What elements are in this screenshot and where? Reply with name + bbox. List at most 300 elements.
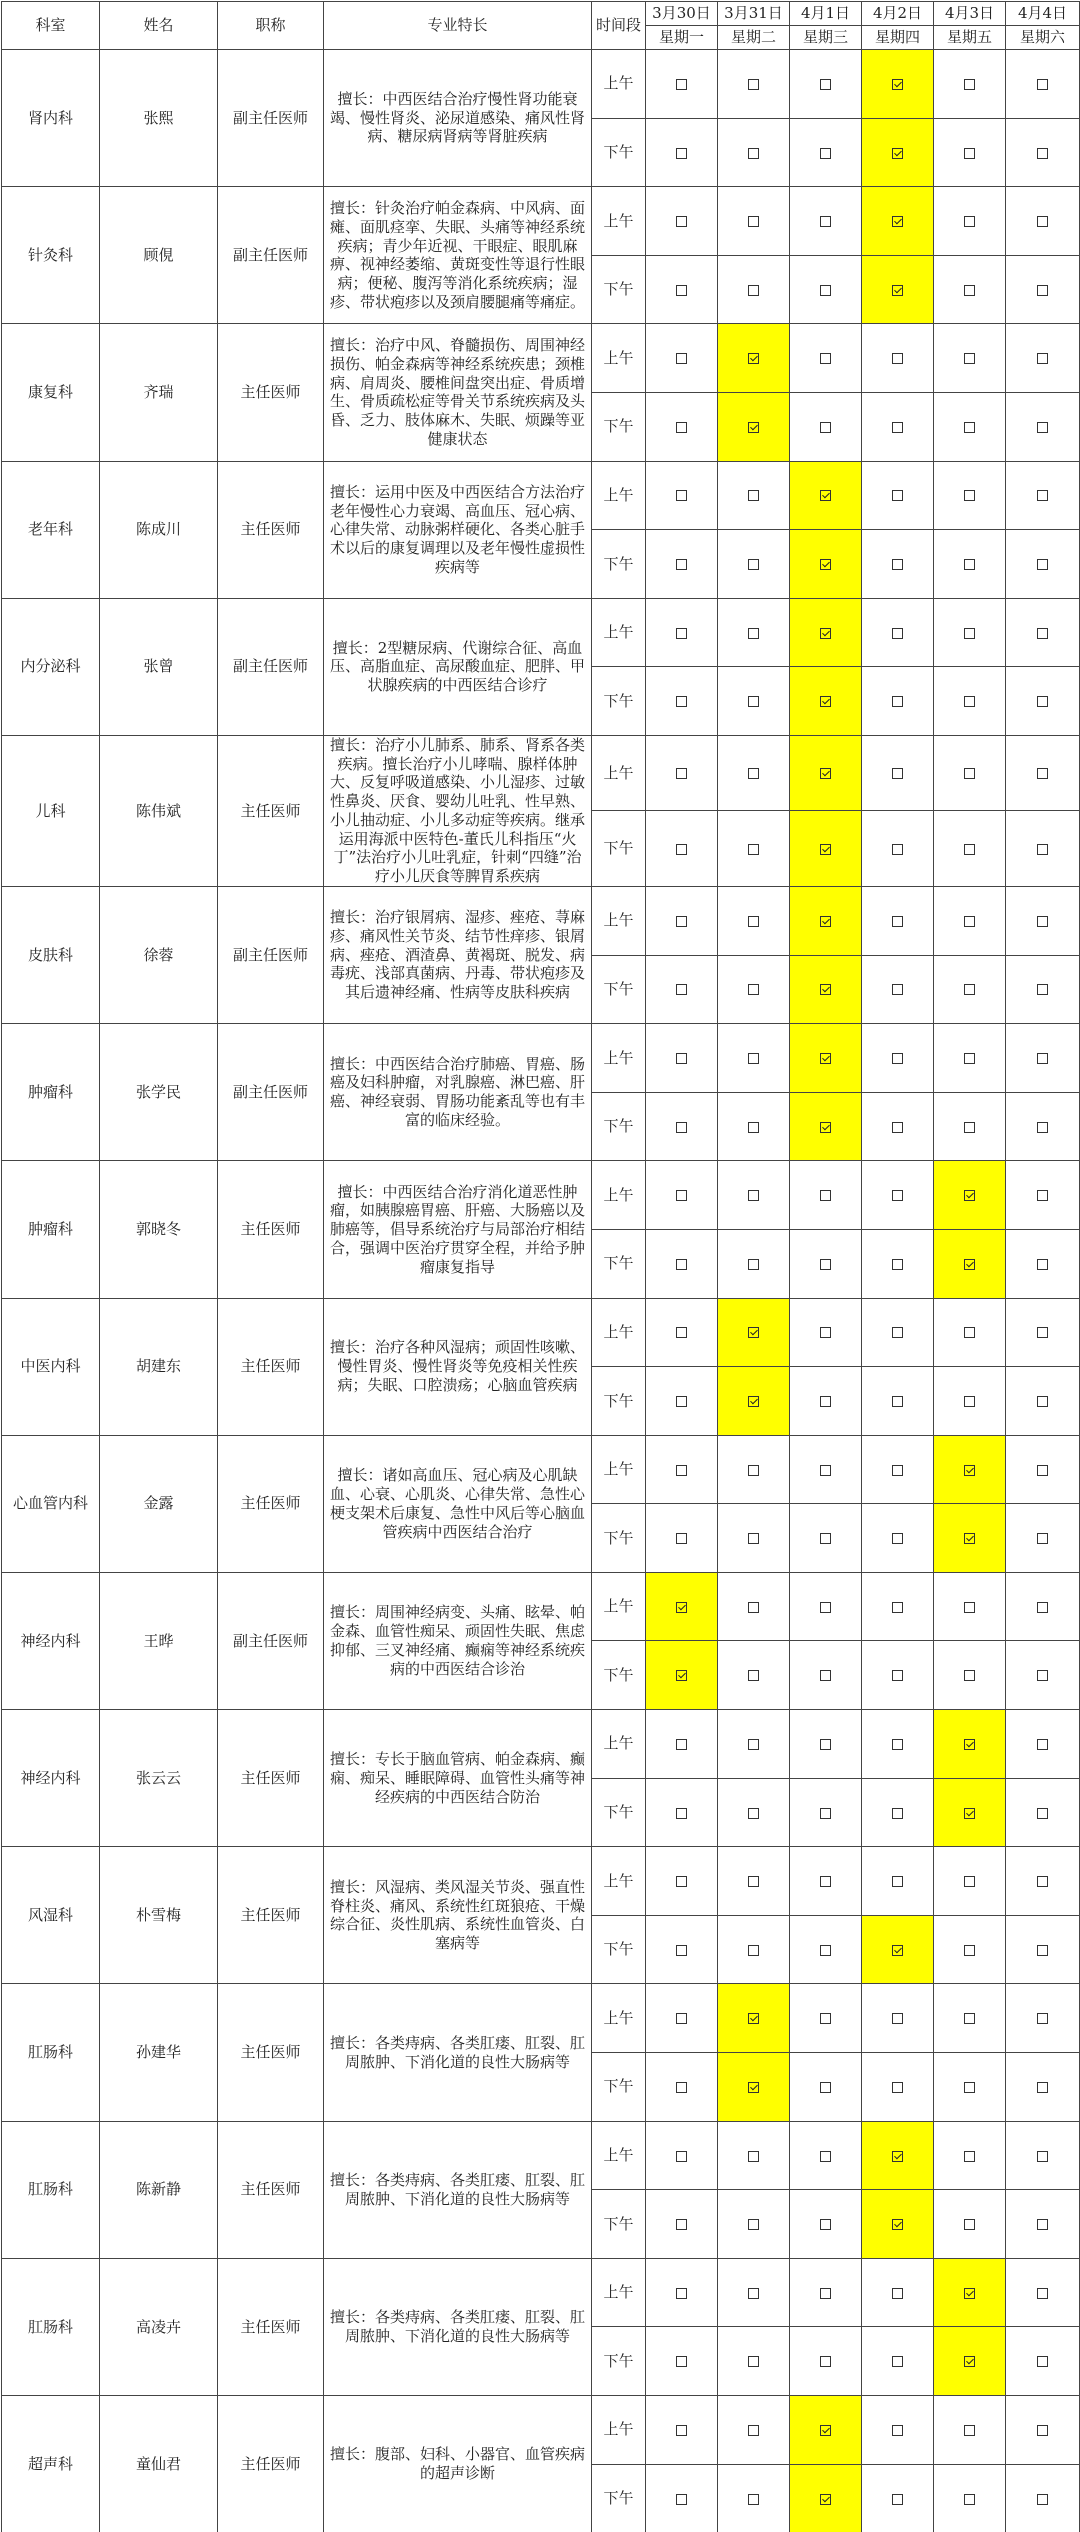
header-date: 4月4日 [1006, 2, 1080, 26]
title-cell: 副主任医师 [218, 50, 324, 187]
dept-cell: 肾内科 [2, 50, 100, 187]
header-dept: 科室 [2, 2, 100, 50]
name-cell: 王晔 [100, 1572, 218, 1709]
empty-checkbox-icon [748, 1670, 759, 1681]
empty-checkbox-icon [1037, 1670, 1048, 1681]
empty-checkbox-icon [1037, 422, 1048, 433]
schedule-cell [646, 2327, 718, 2396]
empty-checkbox-icon [892, 628, 903, 639]
checked-checkbox-icon [892, 79, 903, 90]
empty-checkbox-icon [1037, 1190, 1048, 1201]
dept-cell: 老年科 [2, 461, 100, 598]
schedule-cell [1006, 1229, 1080, 1298]
schedule-cell [934, 1641, 1006, 1710]
table-row [2, 1161, 1080, 1230]
schedule-cell [862, 811, 934, 887]
empty-checkbox-icon [964, 1670, 975, 1681]
empty-checkbox-icon [964, 2151, 975, 2162]
empty-checkbox-icon [1037, 2494, 1048, 2505]
specialty-cell: 擅长：风湿病、类风湿关节炎、强直性脊柱炎、痛风、系统性红斑狼疮、干燥综合征、炎性肌病、系统性血管炎、白塞病等 [324, 1847, 592, 1984]
schedule-cell [790, 118, 862, 187]
schedule-cell [718, 1229, 790, 1298]
checked-checkbox-icon [892, 216, 903, 227]
empty-checkbox-icon [964, 1122, 975, 1133]
schedule-cell [862, 2327, 934, 2396]
schedule-cell [718, 1641, 790, 1710]
schedule-cell [1006, 392, 1080, 461]
schedule-cell [790, 1229, 862, 1298]
specialty-cell: 擅长：各类痔病、各类肛瘘、肛裂、肛周脓肿、下消化道的良性大肠病等 [324, 2258, 592, 2395]
schedule-cell [1006, 255, 1080, 324]
period-label: 上午 [592, 1710, 646, 1779]
empty-checkbox-icon [676, 2013, 687, 2024]
empty-checkbox-icon [1037, 79, 1048, 90]
schedule-cell [862, 1572, 934, 1641]
schedule-cell-on-duty [862, 50, 934, 119]
schedule-cell [718, 1710, 790, 1779]
schedule-cell-on-duty [934, 1778, 1006, 1847]
schedule-cell-on-duty [790, 2396, 862, 2465]
empty-checkbox-icon [748, 1122, 759, 1133]
checked-checkbox-icon [748, 2013, 759, 2024]
empty-checkbox-icon [748, 285, 759, 296]
empty-checkbox-icon [748, 1259, 759, 1270]
schedule-cell [1006, 1847, 1080, 1916]
name-cell: 张云云 [100, 1710, 218, 1847]
schedule-cell [934, 187, 1006, 256]
schedule-cell [790, 1367, 862, 1436]
schedule-cell [1006, 324, 1080, 393]
schedule-cell [646, 1504, 718, 1573]
empty-checkbox-icon [964, 285, 975, 296]
empty-checkbox-icon [892, 1122, 903, 1133]
empty-checkbox-icon [820, 1259, 831, 1270]
title-cell: 主任医师 [218, 2396, 324, 2532]
schedule-cell [646, 324, 718, 393]
schedule-cell-on-duty [790, 955, 862, 1024]
schedule-cell-on-duty [790, 811, 862, 887]
checked-checkbox-icon [964, 1465, 975, 1476]
empty-checkbox-icon [820, 216, 831, 227]
schedule-cell [790, 1572, 862, 1641]
checked-checkbox-icon [676, 1602, 687, 1613]
schedule-cell [790, 1710, 862, 1779]
schedule-cell [646, 1367, 718, 1436]
schedule-cell-on-duty [718, 2053, 790, 2122]
name-cell: 张学民 [100, 1024, 218, 1161]
schedule-cell [718, 2258, 790, 2327]
empty-checkbox-icon [748, 216, 759, 227]
schedule-cell [718, 2190, 790, 2259]
empty-checkbox-icon [676, 2288, 687, 2299]
schedule-cell [862, 530, 934, 599]
schedule-cell-on-duty [934, 2327, 1006, 2396]
schedule-cell [1006, 1572, 1080, 1641]
empty-checkbox-icon [1037, 768, 1048, 779]
schedule-cell [934, 324, 1006, 393]
schedule-cell [718, 2327, 790, 2396]
empty-checkbox-icon [676, 844, 687, 855]
schedule-cell-on-duty [862, 187, 934, 256]
empty-checkbox-icon [964, 1945, 975, 1956]
empty-checkbox-icon [892, 2082, 903, 2093]
empty-checkbox-icon [892, 1533, 903, 1544]
empty-checkbox-icon [1037, 216, 1048, 227]
checked-checkbox-icon [820, 628, 831, 639]
schedule-cell [1006, 1024, 1080, 1093]
empty-checkbox-icon [892, 1876, 903, 1887]
period-label: 下午 [592, 811, 646, 887]
schedule-cell [790, 2190, 862, 2259]
empty-checkbox-icon [1037, 1122, 1048, 1133]
title-cell: 主任医师 [218, 1984, 324, 2121]
schedule-cell [718, 118, 790, 187]
specialty-cell: 擅长：各类痔病、各类肛瘘、肛裂、肛周脓肿、下消化道的良性大肠病等 [324, 2121, 592, 2258]
dept-cell: 神经内科 [2, 1572, 100, 1709]
empty-checkbox-icon [748, 490, 759, 501]
empty-checkbox-icon [892, 2356, 903, 2367]
period-label: 上午 [592, 1847, 646, 1916]
empty-checkbox-icon [748, 696, 759, 707]
empty-checkbox-icon [676, 628, 687, 639]
empty-checkbox-icon [964, 490, 975, 501]
empty-checkbox-icon [1037, 1602, 1048, 1613]
schedule-cell [646, 1710, 718, 1779]
schedule-cell-on-duty [646, 1641, 718, 1710]
schedule-cell [862, 1367, 934, 1436]
schedule-cell-on-duty [862, 118, 934, 187]
empty-checkbox-icon [1037, 1808, 1048, 1819]
empty-checkbox-icon [892, 1190, 903, 1201]
period-label: 上午 [592, 1161, 646, 1230]
table-row [2, 50, 1080, 119]
empty-checkbox-icon [820, 2082, 831, 2093]
title-cell: 主任医师 [218, 1435, 324, 1572]
period-label: 下午 [592, 2053, 646, 2122]
empty-checkbox-icon [892, 844, 903, 855]
empty-checkbox-icon [892, 2013, 903, 2024]
dept-cell: 儿科 [2, 735, 100, 886]
schedule-cell [790, 2327, 862, 2396]
empty-checkbox-icon [964, 628, 975, 639]
schedule-cell [934, 2121, 1006, 2190]
schedule-cell [790, 1641, 862, 1710]
schedule-cell [646, 1847, 718, 1916]
schedule-cell [718, 735, 790, 811]
table-row [2, 1298, 1080, 1367]
name-cell: 高凌卉 [100, 2258, 218, 2395]
name-cell: 童仙君 [100, 2396, 218, 2532]
schedule-cell [646, 735, 718, 811]
schedule-cell [646, 886, 718, 955]
checked-checkbox-icon [964, 2356, 975, 2367]
empty-checkbox-icon [964, 844, 975, 855]
title-cell: 副主任医师 [218, 1572, 324, 1709]
specialty-cell: 擅长：治疗银屑病、湿疹、痤疮、荨麻疹、痛风性关节炎、结节性痒疹、银屑病、痤疮、酒渣鼻、黄褐斑、脱发、病毒疣、浅部真菌病、丹毒、带状疱疹及其后遗神经痛、性病等皮肤科疾病 [324, 886, 592, 1023]
empty-checkbox-icon [748, 1465, 759, 1476]
schedule-cell [934, 530, 1006, 599]
specialty-cell: 擅长：运用中医及中西医结合方法治疗老年慢性心力衰竭、高血压、冠心病、心律失常、动脉粥样硬化、各类心脏手术以后的康复调理以及老年慢性虚损性疾病等 [324, 461, 592, 598]
period-label: 下午 [592, 255, 646, 324]
empty-checkbox-icon [820, 353, 831, 364]
empty-checkbox-icon [820, 1190, 831, 1201]
schedule-cell [646, 50, 718, 119]
period-label: 下午 [592, 1367, 646, 1436]
empty-checkbox-icon [820, 1327, 831, 1338]
title-cell: 主任医师 [218, 1298, 324, 1435]
schedule-cell [934, 811, 1006, 887]
dept-cell: 肿瘤科 [2, 1161, 100, 1298]
schedule-cell [862, 2464, 934, 2532]
specialty-cell: 擅长：专长于脑血管病、帕金森病、癫痫、痴呆、睡眠障碍、血管性头痛等神经疾病的中西医结合防治 [324, 1710, 592, 1847]
header-weekday: 星期五 [934, 26, 1006, 50]
name-cell: 金露 [100, 1435, 218, 1572]
schedule-cell-on-duty [862, 255, 934, 324]
schedule-cell [646, 2464, 718, 2532]
schedule-cell [1006, 2190, 1080, 2259]
empty-checkbox-icon [820, 1876, 831, 1887]
empty-checkbox-icon [820, 1465, 831, 1476]
schedule-cell-on-duty [718, 392, 790, 461]
empty-checkbox-icon [964, 1876, 975, 1887]
specialty-cell: 擅长：中西医结合治疗慢性肾功能衰竭、慢性肾炎、泌尿道感染、痛风性肾病、糖尿病肾病等肾脏疾病 [324, 50, 592, 187]
header-title: 职称 [218, 2, 324, 50]
schedule-cell [718, 1778, 790, 1847]
empty-checkbox-icon [820, 148, 831, 159]
period-label: 上午 [592, 461, 646, 530]
schedule-cell [862, 2396, 934, 2465]
checked-checkbox-icon [964, 1533, 975, 1544]
schedule-cell-on-duty [934, 1435, 1006, 1504]
schedule-cell [718, 187, 790, 256]
header-specialty: 专业特长 [324, 2, 592, 50]
schedule-cell [1006, 1298, 1080, 1367]
header-weekday: 星期二 [718, 26, 790, 50]
schedule-cell [718, 2396, 790, 2465]
specialty-cell: 擅长：周围神经病变、头痛、眩晕、帕金森、血管性痴呆、顽固性失眠、焦虑抑郁、三叉神经痛、癫痫等神经系统疾病的中西医结合诊治 [324, 1572, 592, 1709]
schedule-cell [718, 886, 790, 955]
schedule-cell [718, 50, 790, 119]
table-row [2, 886, 1080, 955]
schedule-cell [1006, 530, 1080, 599]
empty-checkbox-icon [676, 1808, 687, 1819]
schedule-cell [862, 1641, 934, 1710]
schedule-cell [646, 598, 718, 667]
empty-checkbox-icon [676, 1945, 687, 1956]
table-row [2, 2258, 1080, 2327]
schedule-cell [646, 2396, 718, 2465]
schedule-cell [718, 2121, 790, 2190]
checked-checkbox-icon [892, 1945, 903, 1956]
schedule-cell [862, 461, 934, 530]
table-row [2, 2121, 1080, 2190]
empty-checkbox-icon [820, 422, 831, 433]
schedule-cell [718, 1915, 790, 1984]
empty-checkbox-icon [676, 1327, 687, 1338]
empty-checkbox-icon [820, 1670, 831, 1681]
title-cell: 主任医师 [218, 1847, 324, 1984]
period-label: 下午 [592, 2464, 646, 2532]
checked-checkbox-icon [964, 1808, 975, 1819]
empty-checkbox-icon [892, 1327, 903, 1338]
schedule-cell [1006, 886, 1080, 955]
schedule-cell [646, 955, 718, 1024]
schedule-cell [1006, 1367, 1080, 1436]
empty-checkbox-icon [964, 2219, 975, 2230]
schedule-cell [934, 1915, 1006, 1984]
empty-checkbox-icon [964, 2082, 975, 2093]
empty-checkbox-icon [964, 79, 975, 90]
title-cell: 主任医师 [218, 2121, 324, 2258]
empty-checkbox-icon [820, 2013, 831, 2024]
schedule-cell [934, 1298, 1006, 1367]
empty-checkbox-icon [1037, 1945, 1048, 1956]
doctor-schedule-table [1, 1, 1080, 2532]
empty-checkbox-icon [1037, 1327, 1048, 1338]
empty-checkbox-icon [676, 2425, 687, 2436]
period-label: 上午 [592, 187, 646, 256]
schedule-cell [790, 2258, 862, 2327]
title-cell: 副主任医师 [218, 1024, 324, 1161]
empty-checkbox-icon [892, 1670, 903, 1681]
period-label: 上午 [592, 886, 646, 955]
schedule-cell [790, 2121, 862, 2190]
period-label: 下午 [592, 530, 646, 599]
schedule-cell-on-duty [718, 1298, 790, 1367]
empty-checkbox-icon [676, 1739, 687, 1750]
schedule-cell [1006, 1092, 1080, 1161]
schedule-cell [646, 1229, 718, 1298]
empty-checkbox-icon [964, 216, 975, 227]
title-cell: 主任医师 [218, 461, 324, 598]
schedule-cell [862, 886, 934, 955]
schedule-cell-on-duty [790, 667, 862, 736]
empty-checkbox-icon [820, 1808, 831, 1819]
schedule-cell [862, 1710, 934, 1779]
schedule-cell [1006, 1435, 1080, 1504]
empty-checkbox-icon [964, 916, 975, 927]
empty-checkbox-icon [748, 1190, 759, 1201]
empty-checkbox-icon [820, 2151, 831, 2162]
empty-checkbox-icon [964, 148, 975, 159]
checked-checkbox-icon [820, 2494, 831, 2505]
empty-checkbox-icon [892, 768, 903, 779]
title-cell: 主任医师 [218, 1710, 324, 1847]
checked-checkbox-icon [820, 2425, 831, 2436]
dept-cell: 肛肠科 [2, 2121, 100, 2258]
checked-checkbox-icon [820, 844, 831, 855]
name-cell: 陈伟斌 [100, 735, 218, 886]
schedule-cell [934, 2190, 1006, 2259]
specialty-cell: 擅长：中西医结合治疗肺癌、胃癌、肠癌及妇科肿瘤，对乳腺癌、淋巴癌、肝癌、神经衰弱、胃肠功能紊乱等也有丰富的临床经验。 [324, 1024, 592, 1161]
empty-checkbox-icon [820, 79, 831, 90]
schedule-cell-on-duty [934, 1161, 1006, 1230]
schedule-cell [646, 1161, 718, 1230]
checked-checkbox-icon [820, 1122, 831, 1133]
empty-checkbox-icon [892, 1602, 903, 1613]
dept-cell: 皮肤科 [2, 886, 100, 1023]
schedule-cell [862, 1778, 934, 1847]
schedule-cell [718, 1092, 790, 1161]
empty-checkbox-icon [1037, 1053, 1048, 1064]
name-cell: 朴雪梅 [100, 1847, 218, 1984]
schedule-cell [934, 2053, 1006, 2122]
empty-checkbox-icon [676, 2494, 687, 2505]
schedule-cell-on-duty [790, 1024, 862, 1093]
name-cell: 张熙 [100, 50, 218, 187]
name-cell: 孙建华 [100, 1984, 218, 2121]
empty-checkbox-icon [748, 628, 759, 639]
schedule-cell-on-duty [646, 1572, 718, 1641]
empty-checkbox-icon [892, 1808, 903, 1819]
specialty-cell: 擅长：治疗小儿肺系、肺系、肾系各类疾病。擅长治疗小儿哮喘、腺样体肿大、反复呼吸道感染、小儿湿疹、过敏性鼻炎、厌食、婴幼儿吐乳、性早熟、小儿抽动症、小儿多动症等疾病。继承运用海派中医特色-董氏儿科指压“火丁”法治疗小儿吐乳症，针刺“四缝”治疗小儿厌食等脾胃系疾病 [324, 735, 592, 886]
checked-checkbox-icon [748, 2082, 759, 2093]
table-row [2, 1710, 1080, 1779]
schedule-cell [790, 50, 862, 119]
table-header [2, 2, 1080, 50]
title-cell: 主任医师 [218, 2258, 324, 2395]
empty-checkbox-icon [964, 984, 975, 995]
empty-checkbox-icon [748, 2219, 759, 2230]
header-weekday: 星期一 [646, 26, 718, 50]
empty-checkbox-icon [748, 79, 759, 90]
empty-checkbox-icon [676, 916, 687, 927]
title-cell: 副主任医师 [218, 598, 324, 735]
empty-checkbox-icon [892, 916, 903, 927]
schedule-cell [934, 1572, 1006, 1641]
empty-checkbox-icon [676, 79, 687, 90]
empty-checkbox-icon [748, 2288, 759, 2299]
schedule-cell [934, 1024, 1006, 1093]
specialty-cell: 擅长：各类痔病、各类肛瘘、肛裂、肛周脓肿、下消化道的良性大肠病等 [324, 1984, 592, 2121]
specialty-cell: 擅长：诸如高血压、冠心病及心肌缺血、心衰、心肌炎、心律失常、急性心梗支架术后康复、急性中风后等心脑血管疾病中西医结合治疗 [324, 1435, 592, 1572]
table-body [2, 50, 1080, 2532]
empty-checkbox-icon [820, 1396, 831, 1407]
checked-checkbox-icon [820, 559, 831, 570]
checked-checkbox-icon [748, 1327, 759, 1338]
empty-checkbox-icon [1037, 1739, 1048, 1750]
table-row [2, 324, 1080, 393]
period-label: 下午 [592, 955, 646, 1024]
header-date: 4月3日 [934, 2, 1006, 26]
schedule-cell-on-duty [790, 735, 862, 811]
schedule-cell [862, 735, 934, 811]
empty-checkbox-icon [892, 490, 903, 501]
empty-checkbox-icon [892, 2288, 903, 2299]
schedule-cell [646, 2190, 718, 2259]
table-row [2, 2396, 1080, 2465]
schedule-cell [862, 667, 934, 736]
schedule-cell [646, 187, 718, 256]
schedule-cell [1006, 118, 1080, 187]
empty-checkbox-icon [1037, 490, 1048, 501]
schedule-cell [934, 118, 1006, 187]
schedule-cell [862, 1024, 934, 1093]
schedule-cell [790, 392, 862, 461]
empty-checkbox-icon [1037, 2425, 1048, 2436]
empty-checkbox-icon [1037, 696, 1048, 707]
schedule-cell [1006, 1641, 1080, 1710]
empty-checkbox-icon [676, 2151, 687, 2162]
empty-checkbox-icon [964, 1602, 975, 1613]
title-cell: 副主任医师 [218, 187, 324, 324]
schedule-cell [790, 1915, 862, 1984]
schedule-cell [718, 2464, 790, 2532]
checked-checkbox-icon [964, 1259, 975, 1270]
empty-checkbox-icon [676, 1465, 687, 1476]
period-label: 下午 [592, 1778, 646, 1847]
empty-checkbox-icon [820, 1945, 831, 1956]
